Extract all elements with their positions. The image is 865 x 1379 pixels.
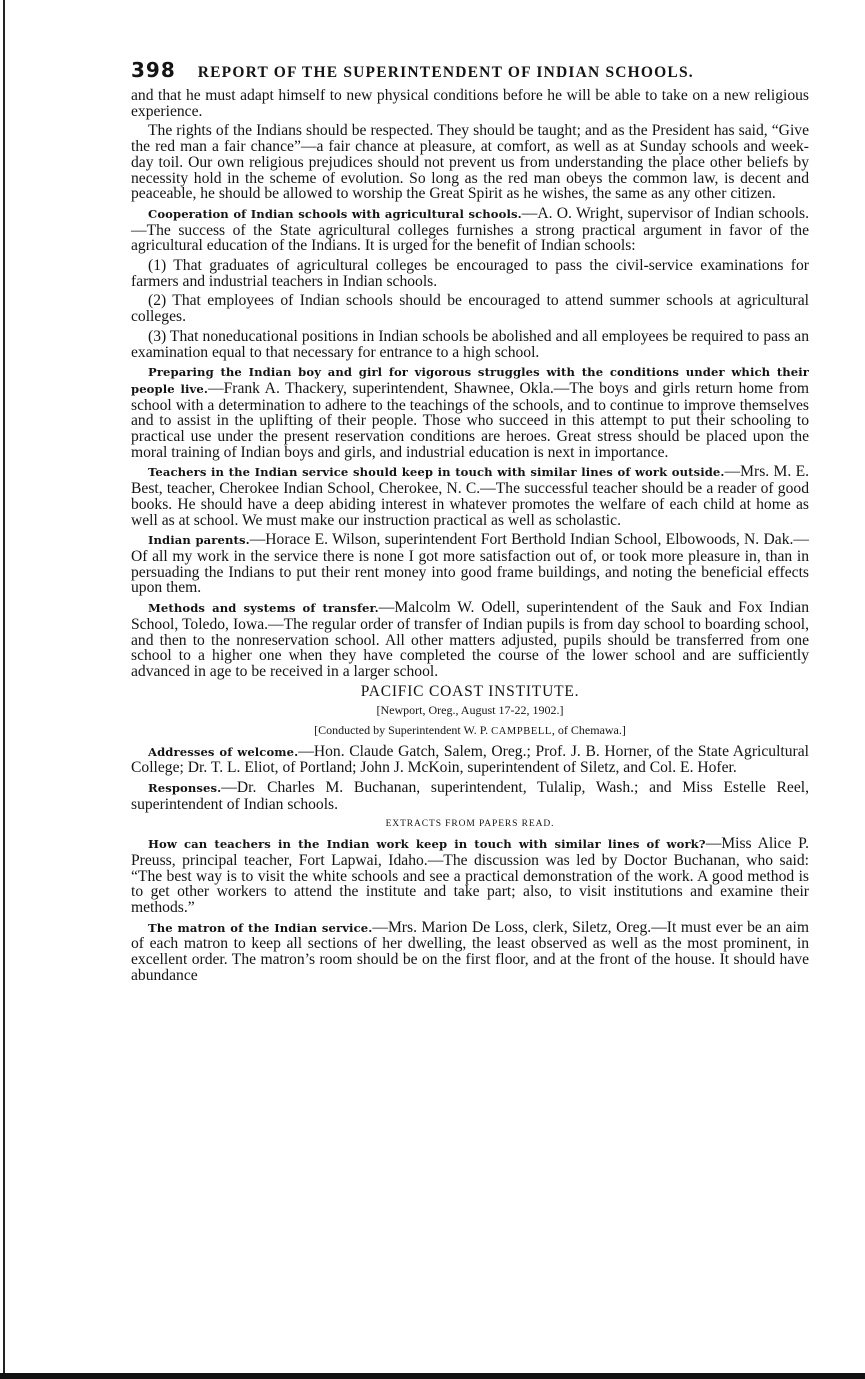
scan-edge-bottom: [0, 1373, 865, 1379]
paragraph-text: —Horace E. Wilson, superintendent Fort Berthold Indian School, Elbowoods, N. Dak.—Of all my work in the service there is none I got more satisfaction out of, or took more pleasure in, than in persuading the Indians to put their rent money into good frame buildings, and noting the beneficial effects upon them.: [131, 531, 809, 597]
paragraph-text: —A. O. Wright, supervisor of Indian schools.—The success of the State agricultural colleges furnishes a strong practical argument in favor of the agricultural education of the Indians. It is urged for the benefit of Indian schools:: [131, 204, 809, 255]
paragraph-lead-heading: Responses.: [148, 781, 222, 796]
paragraph-addresses-welcome: [131, 744, 809, 776]
conducted-suffix: , of Chemawa.]: [551, 723, 626, 738]
paragraph-text: —Frank A. Thackery, superintendent, Shawnee, Okla.—The boys and girls return home from school with a determination to adhere to the teachings of the schools, and to continue to improve themselves and to assist in the uplifting of their people. Those who succeed in this attempt to put their schooling to practical use under the present reservation conditions are heroes. Great stress should be placed upon the moral training of Indian boys and girls, and industrial education is next in importance.: [131, 379, 809, 461]
paragraph-responses: [131, 780, 809, 812]
paragraph-text: —Mrs. Marion De Loss, clerk, Siletz, Oreg.—It must ever be an aim of each matron to keep all sections of her dwelling, the least observed as well as the most prominent, in excellent order. The matron’s room should be on the first floor, and at the front of the house. It should have abundance: [131, 918, 809, 984]
paragraph-text: —Mrs. M. E. Best, teacher, Cherokee Indian School, Cherokee, N. C.—The successful teacher should be a reader of good books. He should have a deep abiding interest in whatever promotes the welfare of each child at home as well as at school. We must make our instruction practical as well as scholastic.: [131, 463, 809, 529]
paragraph-methods-transfer: [131, 600, 809, 680]
list-item-1: (1) That graduates of agricultural colleges be encouraged to pass the civil-service examinations for farmers and industrial teachers in Indian schools.: [131, 257, 809, 290]
paragraph-lead-heading: Indian parents.: [148, 533, 250, 548]
paragraph-text: —Dr. Charles M. Buchanan, superintendent, Tulalip, Wash.; and Miss Estelle Reel, superintendent of Indian schools.: [131, 779, 809, 813]
running-title: REPORT OF THE SUPERINTENDENT OF INDIAN SCHOOLS.: [197, 64, 694, 81]
paragraph-rights-of-indians: The rights of the Indians should be respected. They should be taught; and as the President has said, “Give the red man a fair chance”—a fair chance at pleasure, at comfort, as well as at Sunday schools and week-day toil. Our own religious prejudices should not prevent us from understanding the place other beliefs by necessity hold in the scheme of evolution. So long as the red man obeys the common law, is decent and peaceable, he should be allowed to worship the Great Spirit as he wishes, the same as any other citizen.: [131, 122, 809, 203]
paragraph-lead-heading: How can teachers in the Indian work keep in touch with similar lines of work?: [148, 837, 706, 852]
section-title: PACIFIC COAST INSTITUTE.: [360, 682, 580, 700]
paragraph-lead-heading: Addresses of welcome.: [148, 744, 299, 759]
paragraph-continued: and that he must adapt himself to new physical conditions before he will be able to take on a new religious experience.: [131, 87, 809, 120]
conducted-prefix: [Conducted by Superintendent W. P.: [314, 723, 492, 738]
section-place-date: [Newport, Oreg., August 17-22, 1902.]: [376, 703, 564, 718]
paragraph-lead-heading: Preparing the Indian boy and girl for vigorous struggles with the conditions under which their people live.: [131, 365, 809, 396]
paragraph-preparing-boy-girl: [131, 364, 809, 460]
paragraph-text: —Hon. Claude Gatch, Salem, Oreg.; Prof. J. B. Horner, of the State Agricultural College; Dr. T. L. Eliot, of Portland; John J. McKoin, superintendent of Siletz, and Col. E. Hofer.: [131, 742, 810, 777]
list-item-2: (2) That employees of Indian schools should be encouraged to attend summer schools at agricultural colleges.: [131, 292, 809, 326]
conducted-name: CAMPBELL: [491, 726, 552, 738]
page-number: 398: [131, 58, 176, 82]
paragraph-lead-heading: The matron of the Indian service.: [148, 920, 373, 935]
section-conducted-by: [131, 723, 809, 740]
extracts-heading: EXTRACTS FROM PAPERS READ.: [385, 818, 555, 829]
paragraph-teachers-in-touch: [131, 464, 809, 528]
scan-edge-left: [3, 0, 5, 1379]
page: [131, 58, 809, 988]
paragraph-lead-heading: Cooperation of Indian schools with agricultural schools.: [148, 206, 522, 221]
paragraph-matron: [131, 920, 809, 984]
paragraph-text: —Miss Alice P. Preuss, principal teacher, Fort Lapwai, Idaho.—The discussion was led by Doctor Buchanan, who said: “The best way is to visit the white schools and see a practical demonstration of the work. A good method is to get other workers to attend the institute and take part; also, to visit institutions and examine their methods.”: [131, 835, 810, 917]
page-body: [131, 88, 809, 984]
paragraph-indian-parents: [131, 532, 809, 596]
paragraph-lead-heading: Methods and systems of transfer.: [148, 601, 379, 616]
paragraph-text: —Malcolm W. Odell, superintendent of the Sauk and Fox Indian School, Toledo, Iowa.—The regular order of transfer of Indian pupils is from day school to boarding school, and then to the nonreservation school. All other matters adjusted, pupils should be transferred from one school to a higher one when they have completed the course of the lower school and are sufficiently advanced in age to be received in a larger school.: [131, 599, 810, 680]
paragraph-teachers-in-touch-question: [131, 836, 809, 916]
paragraph-cooperation-agricultural: [131, 206, 809, 254]
paragraph-lead-heading: Teachers in the Indian service should keep in touch with similar lines of work outside.: [148, 465, 725, 480]
list-item-3: (3) That noneducational positions in Indian schools be abolished and all employees be required to pass an examination equal to that necessary for entrance to a high school.: [131, 327, 809, 361]
running-header: [131, 58, 809, 88]
